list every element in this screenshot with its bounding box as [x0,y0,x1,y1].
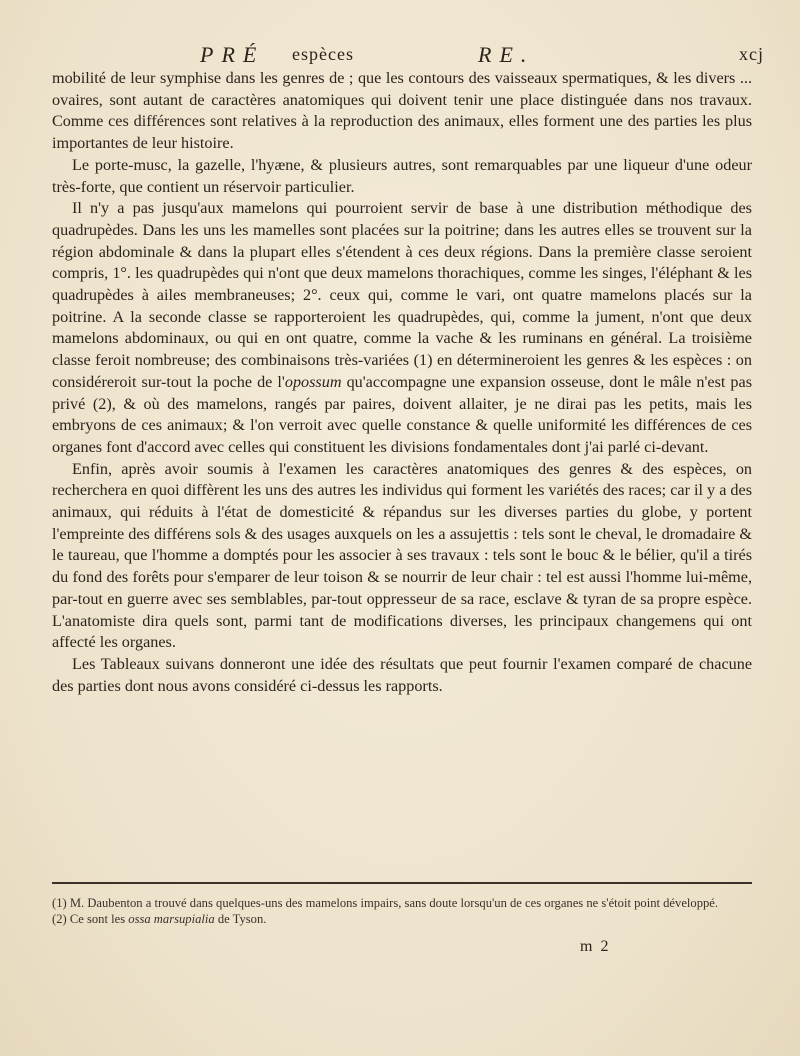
paragraph-1: mobilité de leur symphise dans les genres de ; que les contours des vaisseaux spermatiques, & les divers ... ovaires, sont autant de caractères anatomiques qui doivent tenir une place distinguée dans nos travaux. Comme ces différences sont relatives à la reproduction des animaux, elles forment une des parties les plus importantes de leur histoire. [52,69,752,153]
paragraph-5: Les Tableaux suivans donneront une idée des résultats que peut fournir l'examen comparé de chacune des parties dont nous avons considéré ci-dessus les rapports. [52,654,752,695]
paragraph-4: Enfin, après avoir soumis à l'examen les caractères anatomiques des genres & des espèces, on recherchera en quoi diffèrent les uns des autres les individus qui forment les variétés des races; car il y a des animaux, qui réduits à l'état de domesticité & répandus sur les diverses parties du globe, y portent l'empreinte des différens sols & des usages auxquels on les a assujettis : tels sont le cheval, le dromadaire & le taureau, que l'homme a domptés pour les associer à ses travaux : tels sont le bouc & le bélier, qu'il a tirés du fond des forêts pour s'emparer de leur toison & se nourrir de leur chair : tel est aussi l'homme lui-même, par-tout en guerre avec ses semblables, par-tout oppresseur de sa race, esclave & tyran de sa propre espèce. L'anatomiste dira quels sont, parmi tant de modifications diverses, les principaux changemens qui ont affecté les organes. [52,459,753,652]
running-header [200,42,764,70]
paragraph-2: Le porte-musc, la gazelle, l'hyæne, & plusieurs autres, sont remarquables par une liqueur d'une odeur très-forte, que contient un réservoir particulier. [52,155,752,196]
footnote-2-part-a: (2) Ce sont les [52,912,129,926]
paragraph-3 [52,198,752,458]
paragraph-3-part-b: qu'accompagne une expansion osseuse, dont le mâle n'est pas privé (2), & où des mamelons, rangés par paires, doivent allaiter, je ne dirai pas les petits, mais les embryons de ces animaux; & l'on verroit avec quelle constance & quelle uniformité les différences de ces organes font d'accord avec celles qui constituent les divisions fondamentales dont j'ai parlé ci-devant. [52,372,753,456]
footnote-1: (1) M. Daubenton a trouvé dans quelques-uns des mamelons impairs, sans doute lorsqu'un de ces organes ne s'étoit point développé. [52,896,719,910]
page-number: xcj [739,44,764,64]
footnote-2 [52,911,752,927]
signature-mark: m 2 [580,938,611,955]
italic-term-ossa-marsupialia: ossa marsupialia [128,912,215,926]
running-title-left: PRÉ [200,42,265,67]
paragraph-3-part-a: Il n'y a pas jusqu'aux mamelons qui pourroient servir de base à une distribution méthodique des quadrupèdes. Dans les uns les mamelles sont placées sur la poitrine; dans les autres elles se trouvent sur la région abdominale & dans la plupart elles s'étendent à ces deux régions. Dans la première classe seroient compris, 1°. les quadrupèdes qui n'ont que deux mamelons thorachiques, comme les singes, l'éléphant & les quadrupèdes à ailes membraneuses; 2°. ceux qui, comme le vari, ont quatre mamelons placés sur la poitrine. A la seconde classe se rapporteroient les quadrupèdes, qui, comme la jument, n'ont que deux mamelons abdominaux, ou qui en ont quatre, comme la vache & les ruminans en général. La troisième classe feroit nombreuse; des combinaisons très-variées (1) en détermineroient les genres & les espèces : on considéreroit sur-tout la poche de l' [52,199,752,391]
running-title-fragment: espèces [292,44,354,64]
footnotes [52,895,752,927]
footnote-2-part-b: de Tyson. [214,912,267,926]
footnote-divider [52,882,752,884]
italic-term-opossum: opossum [284,372,342,391]
main-text [52,68,752,697]
running-title-right: RE. [478,42,535,67]
